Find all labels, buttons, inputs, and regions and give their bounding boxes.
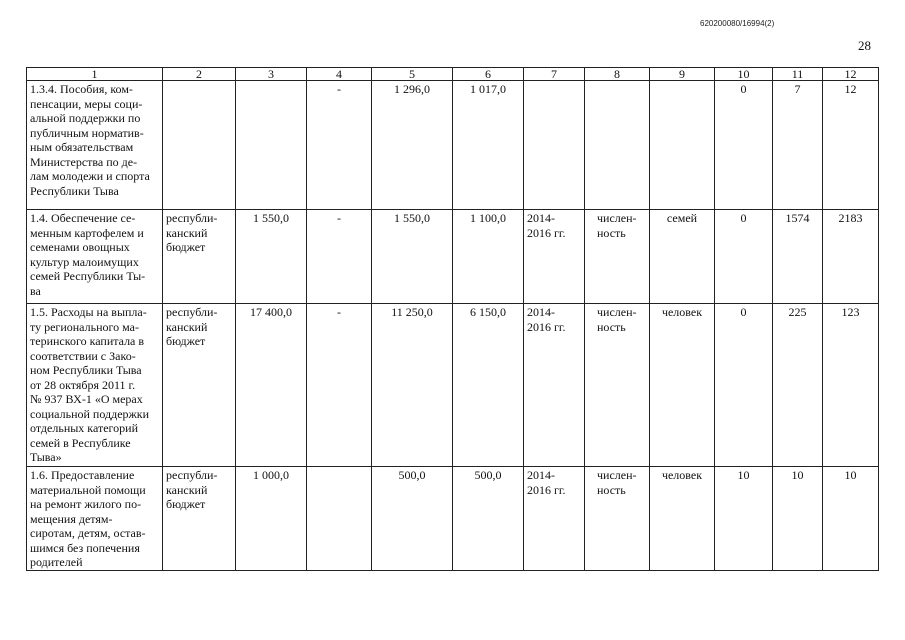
amount-2015-cell: 1 296,0	[372, 81, 453, 210]
value-2016-cell: 2183	[823, 210, 879, 304]
header-cell: 2	[163, 68, 236, 81]
table-row	[27, 81, 879, 210]
unit-cell: человек	[650, 467, 715, 571]
amount-2016-cell: 1 017,0	[453, 81, 524, 210]
indicator-cell	[585, 81, 650, 210]
table-row	[27, 210, 879, 304]
value-2014-cell: 0	[715, 304, 773, 467]
amount-2016-cell: 6 150,0	[453, 304, 524, 467]
indicator-cell: числен- ность	[585, 304, 650, 467]
amount-2016-cell: 1 100,0	[453, 210, 524, 304]
header-cell: 4	[307, 68, 372, 81]
value-2015-cell: 225	[773, 304, 823, 467]
amount-2015-cell: 11 250,0	[372, 304, 453, 467]
header-cell: 1	[27, 68, 163, 81]
header-cell: 6	[453, 68, 524, 81]
value-2016-cell: 12	[823, 81, 879, 210]
header-cell: 3	[236, 68, 307, 81]
period-cell: 2014- 2016 гг.	[524, 210, 585, 304]
amount-2015-cell: 1 550,0	[372, 210, 453, 304]
header-cell: 8	[585, 68, 650, 81]
value-2016-cell: 10	[823, 467, 879, 571]
value-2014-cell: 10	[715, 467, 773, 571]
budget-table	[26, 67, 879, 571]
total-amount-cell	[236, 81, 307, 210]
table-row	[27, 467, 879, 571]
total-amount-cell: 17 400,0	[236, 304, 307, 467]
table-row	[27, 304, 879, 467]
header-cell: 10	[715, 68, 773, 81]
page-number: 28	[858, 38, 871, 53]
value-2014-cell: 0	[715, 210, 773, 304]
header-row	[27, 68, 879, 81]
document-id: 620200080/16994(2)	[700, 19, 775, 28]
value-2015-cell: 10	[773, 467, 823, 571]
header-cell: 9	[650, 68, 715, 81]
amount-2014-cell: -	[307, 81, 372, 210]
amount-2015-cell: 500,0	[372, 467, 453, 571]
header-cell: 12	[823, 68, 879, 81]
header-cell: 7	[524, 68, 585, 81]
amount-2016-cell: 500,0	[453, 467, 524, 571]
indicator-cell: числен- ность	[585, 467, 650, 571]
value-2014-cell: 0	[715, 81, 773, 210]
activity-name-cell: 1.6. Предоставление материальной помощи на ремонт жилого по- мещения детям- сиротам, детям, остав- шимся без попечения родителей	[27, 467, 163, 571]
value-2015-cell: 1574	[773, 210, 823, 304]
amount-2014-cell	[307, 467, 372, 571]
funding-source-cell: республи- канский бюджет	[163, 210, 236, 304]
value-2016-cell: 123	[823, 304, 879, 467]
unit-cell	[650, 81, 715, 210]
amount-2014-cell: -	[307, 304, 372, 467]
table-body	[27, 68, 879, 571]
unit-cell: семей	[650, 210, 715, 304]
header-cell: 11	[773, 68, 823, 81]
unit-cell: человек	[650, 304, 715, 467]
header-cell: 5	[372, 68, 453, 81]
indicator-cell: числен- ность	[585, 210, 650, 304]
value-2015-cell: 7	[773, 81, 823, 210]
total-amount-cell: 1 000,0	[236, 467, 307, 571]
activity-name-cell: 1.4. Обеспечение се- менным картофелем и семенами овощных культур малоимущих семей Республики Ты- ва	[27, 210, 163, 304]
funding-source-cell: республи- канский бюджет	[163, 304, 236, 467]
amount-2014-cell: -	[307, 210, 372, 304]
total-amount-cell: 1 550,0	[236, 210, 307, 304]
activity-name-cell: 1.5. Расходы на выпла- ту регионального ма- теринского капитала в соответствии с Зако- ном Республики Тыва от 28 октября 2011 г. № 937 ВХ-1 «О мерах социальной поддержки отдельных категорий семей в Республике Тыва»	[27, 304, 163, 467]
activity-name-cell: 1.3.4. Пособия, ком- пенсации, меры соци- альной поддержки по публичным норматив- ным обязательствам Министерства по де- лам молодежи и спорта Республики Тыва	[27, 81, 163, 210]
period-cell	[524, 81, 585, 210]
period-cell: 2014- 2016 гг.	[524, 304, 585, 467]
funding-source-cell: республи- канский бюджет	[163, 467, 236, 571]
period-cell: 2014- 2016 гг.	[524, 467, 585, 571]
funding-source-cell	[163, 81, 236, 210]
